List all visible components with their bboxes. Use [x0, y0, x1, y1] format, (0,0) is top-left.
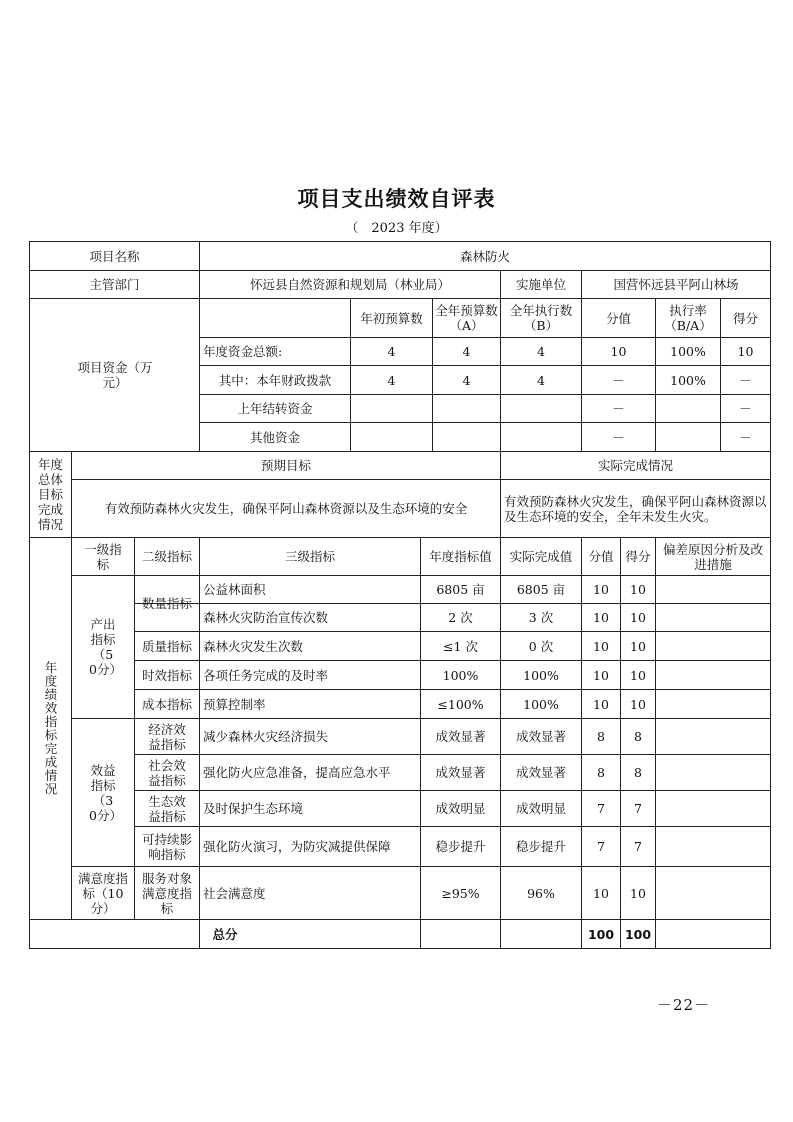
indicator-got: 8: [634, 765, 642, 780]
indicator-name: 及时保护生态环境: [203, 801, 304, 816]
subgroup-label: 时效指标: [141, 667, 192, 683]
goals-actual-text: 有效预防森林火灾发生，确保平阿山森林资源以及生态环境的安全，全年未发生火灾。: [504, 493, 767, 524]
page-title: 项目支出绩效自评表: [297, 187, 496, 211]
indicator-score: 7: [597, 801, 605, 816]
indicator-score: 8: [597, 729, 605, 744]
indicator-header: 实际完成值: [509, 549, 573, 564]
funds-header: 执行率（B/A）: [664, 303, 712, 333]
indicator-score: 10: [593, 885, 609, 901]
funds-cell: －: [739, 401, 752, 416]
funds-header: 年初预算数: [360, 310, 423, 326]
project-name-label: 项目名称: [89, 248, 140, 264]
goals-label: 年度总体目标完成情况: [37, 457, 63, 532]
indicator-score: 10: [593, 638, 609, 654]
funds-cell: 4: [462, 372, 471, 388]
funds-cell: －: [739, 429, 752, 445]
indicator-got: 10: [630, 582, 646, 597]
indicator-name: 公益林面积: [203, 582, 266, 597]
group-satisfaction-label: 满意度指标（10分）: [77, 870, 128, 916]
indicator-target: 成效显著: [435, 765, 486, 780]
funds-cell: －: [739, 372, 752, 388]
indicator-target: ≤100%: [437, 696, 484, 712]
funds-header: 全年执行数（B）: [509, 303, 573, 333]
indicator-got: 7: [634, 839, 642, 854]
indicator-actual: 成效显著: [515, 765, 566, 780]
unit-value: 国营怀远县平阿山林场: [613, 277, 739, 292]
indicator-actual: 100%: [523, 667, 559, 683]
indicator-score: 10: [593, 582, 609, 597]
group-benefit-label: 效益指标（30分）: [89, 762, 122, 823]
indicators-label: 年度绩效指标完成情况: [43, 661, 58, 796]
funds-label: 项目资金（万元）: [77, 360, 153, 390]
funds-header: 分值: [605, 310, 631, 326]
indicator-got: 10: [630, 885, 646, 901]
indicator-header: 得分: [625, 549, 651, 564]
indicator-header: 分值: [588, 549, 614, 564]
indicator-score: 10: [593, 696, 609, 712]
funds-cell: [433, 395, 500, 422]
indicator-target: 100%: [442, 667, 479, 683]
subgroup-label: 数量指标: [141, 596, 192, 611]
funds-cell: 10: [737, 344, 754, 359]
indicator-header: 一级指标: [84, 541, 122, 572]
funds-cell: [656, 423, 720, 451]
indicator-score: 10: [593, 667, 609, 683]
funds-cell: [656, 395, 720, 422]
goals-actual-header: 实际完成情况: [597, 458, 673, 473]
indicator-actual: 100%: [523, 696, 559, 712]
subgroup-label: 社会效益指标: [148, 757, 186, 788]
indicator-header: 年度指标值: [429, 549, 492, 564]
indicator-name: 各项任务完成的及时率: [203, 667, 329, 683]
page-number: －22－: [657, 996, 711, 1014]
dept-label: 主管部门: [89, 277, 140, 292]
project-name-value: 森林防火: [459, 248, 510, 264]
subgroup-label: 服务对象满意度指标: [141, 870, 192, 916]
funds-cell: [351, 423, 432, 451]
indicator-got: 7: [634, 801, 642, 816]
funds-header: 得分: [732, 310, 758, 326]
indicator-actual: 6805 亩: [516, 582, 566, 597]
indicator-name: 预算控制率: [203, 696, 266, 712]
funds-row-label: 上年结转资金: [237, 401, 313, 416]
funds-cell: [351, 395, 432, 422]
total-label: 总分: [212, 926, 238, 942]
indicator-header: 二级指标: [141, 549, 192, 564]
funds-cell: 4: [462, 344, 471, 359]
indicator-got: 10: [630, 610, 646, 625]
indicator-score: 7: [597, 839, 605, 854]
funds-cell: 4: [387, 372, 396, 388]
indicator-target: 2 次: [448, 610, 473, 625]
dept-value: 怀远县自然资源和规划局（林业局）: [249, 277, 450, 292]
funds-cell: －: [612, 401, 625, 416]
indicator-target: 成效明显: [435, 801, 486, 816]
indicator-name: 社会满意度: [203, 885, 266, 901]
funds-cell: 4: [387, 344, 396, 359]
funds-cell: [501, 423, 581, 451]
funds-cell: 100%: [670, 372, 706, 388]
subgroup-label: 质量指标: [141, 638, 192, 654]
indicator-header: 偏差原因分析及改进措施: [662, 541, 763, 572]
funds-row-label: 年度资金总额:: [203, 344, 283, 359]
funds-header: 全年预算数（A）: [435, 303, 498, 333]
funds-cell: 100%: [670, 344, 706, 359]
year-line: （ 2023 年度）: [345, 221, 448, 236]
funds-cell: 4: [537, 344, 545, 359]
funds-cell: 4: [537, 372, 545, 388]
indicator-got: 10: [630, 667, 646, 683]
indicator-got: 10: [630, 638, 646, 654]
funds-cell: [501, 395, 581, 422]
indicator-name: 森林火灾防治宣传次数: [203, 610, 329, 625]
goals-expected-text: 有效预防森林火灾发生，确保平阿山森林资源以及生态环境的安全: [104, 501, 468, 516]
funds-cell: －: [612, 372, 625, 388]
indicator-header: 三级指标: [284, 549, 335, 564]
subgroup-label: 经济效益指标: [148, 721, 186, 752]
indicator-actual: 96%: [527, 885, 555, 901]
indicator-actual: 稳步提升: [515, 839, 566, 854]
subgroup-label: 生态效益指标: [148, 793, 186, 824]
indicator-name: 强化防火演习，为防灾减提供保障: [203, 839, 391, 854]
total-got: 100: [624, 926, 652, 942]
indicator-target: 6805 亩: [436, 582, 485, 597]
indicator-target: ≥95%: [441, 885, 480, 901]
indicator-actual: 0 次: [528, 638, 554, 654]
subgroup-label: 成本指标: [141, 696, 192, 712]
indicator-actual: 3 次: [528, 610, 554, 625]
indicator-got: 8: [634, 729, 642, 744]
funds-cell: 10: [610, 344, 627, 359]
unit-label: 实施单位: [515, 277, 566, 292]
subgroup-label: 可持续影响指标: [141, 831, 192, 862]
indicator-score: 10: [593, 610, 609, 625]
indicator-actual: 成效显著: [515, 729, 566, 744]
indicator-target: 稳步提升: [435, 839, 486, 854]
funds-row-label: 其中：本年财政拨款: [218, 372, 332, 388]
funds-row-label: 其他资金: [249, 429, 300, 445]
indicator-target: 成效显著: [435, 729, 486, 744]
indicator-name: 强化防火应急准备，提高应急水平: [203, 765, 391, 780]
indicator-score: 8: [597, 765, 605, 780]
funds-cell: [433, 423, 500, 451]
total-score: 100: [587, 926, 615, 942]
indicator-target: ≤1 次: [443, 638, 478, 654]
indicator-actual: 成效明显: [515, 801, 566, 816]
goals-expected-header: 预期目标: [260, 458, 311, 473]
indicator-got: 10: [630, 696, 646, 712]
indicator-name: 森林火灾发生次数: [203, 638, 304, 654]
group-output-label: 产出指标（50分）: [89, 617, 122, 677]
indicator-name: 减少森林火灾经济损失: [203, 729, 329, 744]
funds-cell: －: [612, 429, 625, 445]
